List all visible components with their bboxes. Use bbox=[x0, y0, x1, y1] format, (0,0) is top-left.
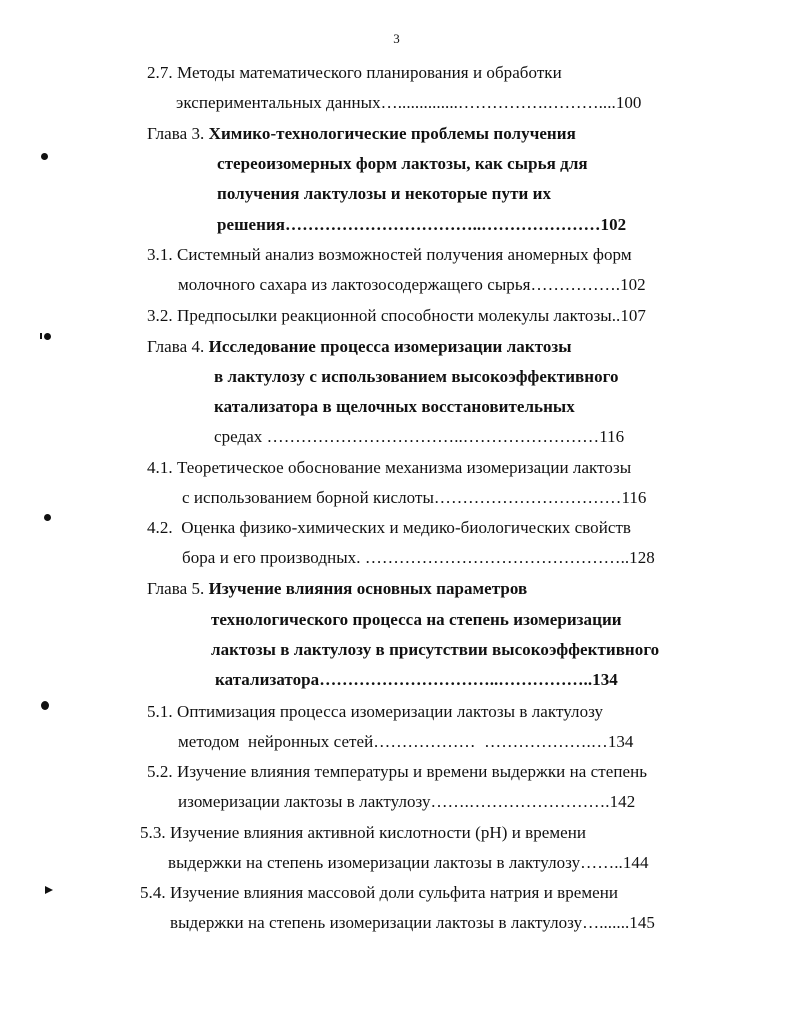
toc-entry-5-2-line1: 5.2. Изучение влияния температуры и времени выдержки на степень bbox=[147, 762, 648, 781]
toc-chapter-3-line3: получения лактулозы и некоторые пути их bbox=[217, 184, 552, 203]
toc-entry-3-2-line1: 3.2. Предпосылки реакционной способности молекулы лактозы..107 bbox=[147, 306, 646, 325]
chapter-prefix: Глава 3. bbox=[147, 124, 209, 143]
toc-entry-5-4-line2: выдержки на степень изомеризации лактозы в лактулозу….......145 bbox=[170, 913, 655, 932]
toc-chapter-5-line4: катализатора…………………………..……………..134 bbox=[215, 670, 618, 689]
punch-mark bbox=[41, 701, 49, 710]
toc-entry-5-1-line1: 5.1. Оптимизация процесса изомеризации лактозы в лактулозу bbox=[147, 702, 604, 721]
toc-chapter-3-line2: стереоизомерных форм лактозы, как сырья для bbox=[217, 154, 588, 173]
toc-chapter-4-line3: катализатора в щелочных восстановительных bbox=[214, 397, 575, 416]
toc-entry-4-1-line1: 4.1. Теоретическое обоснование механизма изомеризации лактозы bbox=[147, 458, 632, 477]
punch-mark bbox=[44, 333, 51, 340]
toc-chapter-5-line2: технологического процесса на степень изомеризации bbox=[211, 610, 622, 629]
toc-entry-3-1-line2: молочного сахара из лактозосодержащего сырья…………….102 bbox=[178, 275, 646, 294]
toc-chapter-5-line1 bbox=[147, 579, 527, 599]
chapter-prefix: Глава 4. bbox=[147, 337, 209, 356]
chapter-prefix: Глава 5. bbox=[147, 579, 209, 598]
toc-chapter-5-line3: лактозы в лактулозу в присутствии высокоэффективного bbox=[211, 640, 660, 659]
toc-entry-4-2-line1: 4.2. Оценка физико-химических и медико-биологических свойств bbox=[147, 518, 632, 537]
toc-entry-5-3-line1: 5.3. Изучение влияния активной кислотности (рН) и времени bbox=[140, 823, 587, 842]
toc-chapter-4-line1 bbox=[147, 337, 572, 357]
toc-chapter-3-line1 bbox=[147, 124, 576, 144]
toc-chapter-4-line4 bbox=[214, 427, 624, 447]
punch-mark bbox=[44, 514, 51, 521]
toc-entry-5-1-line2: методом нейронных сетей……………… ……………….…134 bbox=[178, 732, 634, 751]
chapter-final-line: средах ……………………………..……………………116 bbox=[214, 427, 625, 446]
punch-mark bbox=[40, 333, 42, 339]
toc-entry-5-4-line1: 5.4. Изучение влияния массовой доли сульфита натрия и времени bbox=[140, 883, 619, 902]
toc-entry-4-2-line2: бора и его производных. ………………………………………..128 bbox=[182, 548, 655, 567]
chapter-title: Исследование процесса изомеризации лактозы bbox=[208, 337, 572, 356]
chapter-title: Изучение влияния основных параметров bbox=[208, 579, 528, 598]
toc-chapter-4-line2: в лактулозу с использованием высокоэффективного bbox=[214, 367, 619, 386]
toc-chapter-3-line4: решения……………………………..…………………102 bbox=[217, 215, 627, 234]
chapter-title: Химико-технологические проблемы получения bbox=[208, 124, 576, 143]
toc-entry-2-7-line1: 2.7. Методы математического планирования и обработки bbox=[147, 63, 562, 82]
toc-entry-4-1-line2: с использованием борной кислоты……………………………116 bbox=[182, 488, 647, 507]
toc-entry-5-3-line2: выдержки на степень изомеризации лактозы в лактулозу……..144 bbox=[168, 853, 649, 872]
punch-mark bbox=[45, 886, 53, 894]
toc-entry-3-1-line1: 3.1. Системный анализ возможностей получения аномерных форм bbox=[147, 245, 632, 264]
punch-mark bbox=[41, 153, 48, 160]
toc-entry-5-2-line2: изомеризации лактозы в лактулозу…….…………………….142 bbox=[178, 792, 636, 811]
toc-entry-2-7-line2: экспериментальных данных…..............…………….………....100 bbox=[176, 93, 642, 112]
page-number: 3 bbox=[393, 31, 400, 46]
